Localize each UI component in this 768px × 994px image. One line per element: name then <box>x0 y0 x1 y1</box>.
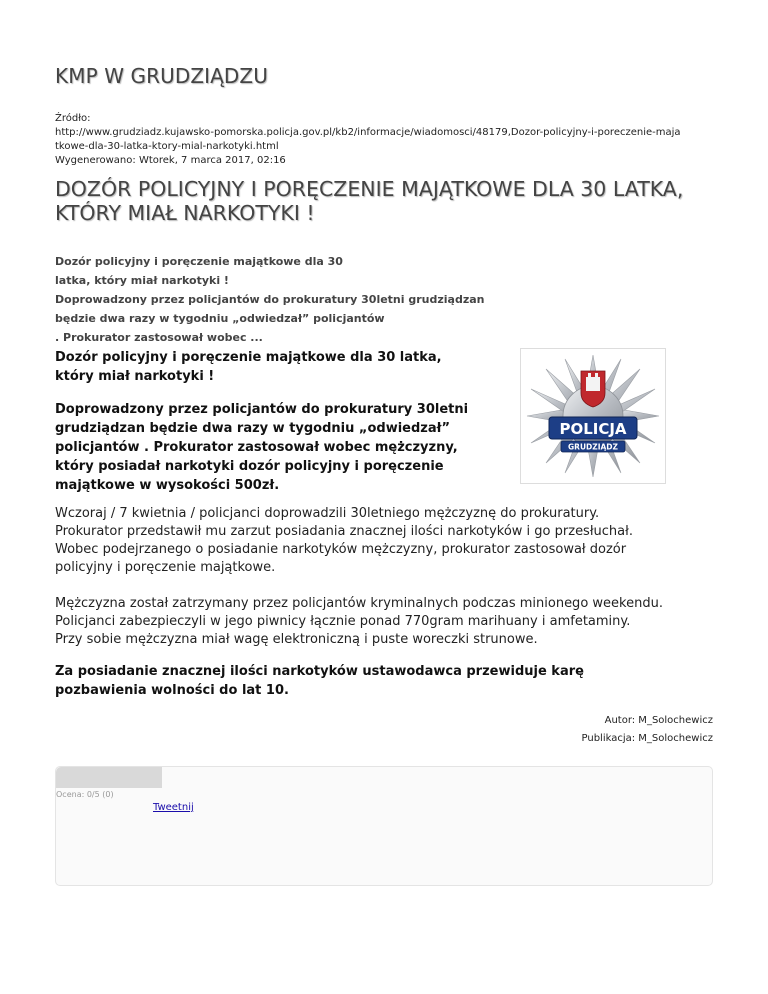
subhead-line: Dozór policyjny i poręczenie majątkowe dla 30 latka, <box>55 350 442 365</box>
emphasis-line: grudziądzan będzie dwa razy w tygodniu „odwiedzał” <box>55 421 450 436</box>
badge-word: POLICJA <box>559 420 627 438</box>
rating-stars[interactable] <box>56 767 162 788</box>
paragraph-1 <box>55 505 715 577</box>
site-title: KMP W GRUDZIĄDZU <box>55 64 268 88</box>
article-subhead <box>55 348 517 386</box>
article-lead <box>55 252 535 347</box>
penalty-line: pozbawienia wolności do lat 10. <box>55 683 289 698</box>
lead-line: Dozór policyjny i poręczenie majątkowe dla 30 <box>55 255 343 268</box>
lead-line: . Prokurator zastosował wobec ... <box>55 331 263 344</box>
rating-label: Ocena: 0/5 (0) <box>56 790 114 799</box>
paragraph-line: Wobec podejrzanego o posiadanie narkotyków mężczyzny, prokurator zastosował dozór <box>55 542 627 557</box>
paragraph-line: Mężczyzna został zatrzymany przez policjantów kryminalnych podczas minionego weekendu. <box>55 596 663 611</box>
author-line: Autor: M_Solochewicz <box>604 715 713 726</box>
police-star-icon <box>521 349 665 483</box>
paragraph-line: policyjny i poręczenie majątkowe. <box>55 560 276 575</box>
emphasis-line: Doprowadzony przez policjantów do prokuratury 30letni <box>55 402 469 417</box>
police-badge-image <box>520 348 666 484</box>
paragraph-line: Prokurator przedstawił mu zarzut posiadania znacznej ilości narkotyków i go przesłuchał. <box>55 524 633 539</box>
lead-line: latka, który miał narkotyki ! <box>55 274 229 287</box>
paragraph-line: Policjanci zabezpieczyli w jego piwnicy łącznie ponad 770gram marihuany i amfetaminy. <box>55 614 631 629</box>
lead-line: Doprowadzony przez policjantów do prokuratury 30letni grudziądzan <box>55 293 485 306</box>
source-label: Źródło: <box>55 113 91 124</box>
article-title-line-2: KTÓRY MIAŁ NARKOTYKI ! <box>55 201 315 225</box>
article-title-line-1: DOZÓR POLICYJNY I PORĘCZENIE MAJĄTKOWE DLA 30 LATKA, <box>55 177 684 201</box>
generated-date: Wygenerowano: Wtorek, 7 marca 2017, 02:16 <box>55 155 286 166</box>
social-widget <box>55 766 713 886</box>
source-url: http://www.grudziadz.kujawsko-pomorska.policja.gov.pl/kb2/informacje/wiadomosci/48179,Dozor-policyjny-i-poreczenie-maja <box>55 127 681 138</box>
article-credits <box>582 712 713 748</box>
tweet-link[interactable]: Tweetnij <box>153 802 194 813</box>
emphasis-line: policjantów . Prokurator zastosował wobec mężczyzny, <box>55 440 458 455</box>
source-block <box>55 112 725 168</box>
article-emphasis <box>55 400 517 495</box>
paragraph-line: Wczoraj / 7 kwietnia / policjanci doprowadzili 30letniego mężczyznę do prokuratury. <box>55 506 600 521</box>
paragraph-line: Przy sobie mężczyzna miał wagę elektroniczną i puste woreczki strunowe. <box>55 632 538 647</box>
paragraph-2 <box>55 595 715 649</box>
lead-line: będzie dwa razy w tygodniu „odwiedzał” policjantów <box>55 312 385 325</box>
penalty-line: Za posiadanie znacznej ilości narkotyków ustawodawca przewiduje karę <box>55 664 584 679</box>
emphasis-line: majątkowe w wysokości 500zł. <box>55 478 280 493</box>
article-title <box>55 177 735 225</box>
source-url-continued: tkowe-dla-30-latka-ktory-mial-narkotyki.html <box>55 141 279 152</box>
subhead-line: który miał narkotyki ! <box>55 369 215 384</box>
emphasis-line: który posiadał narkotyki dozór policyjny i poręczenie <box>55 459 444 474</box>
publication-line: Publikacja: M_Solochewicz <box>581 733 713 744</box>
penalty-note <box>55 662 715 700</box>
badge-city: GRUDZIĄDZ <box>568 442 618 452</box>
